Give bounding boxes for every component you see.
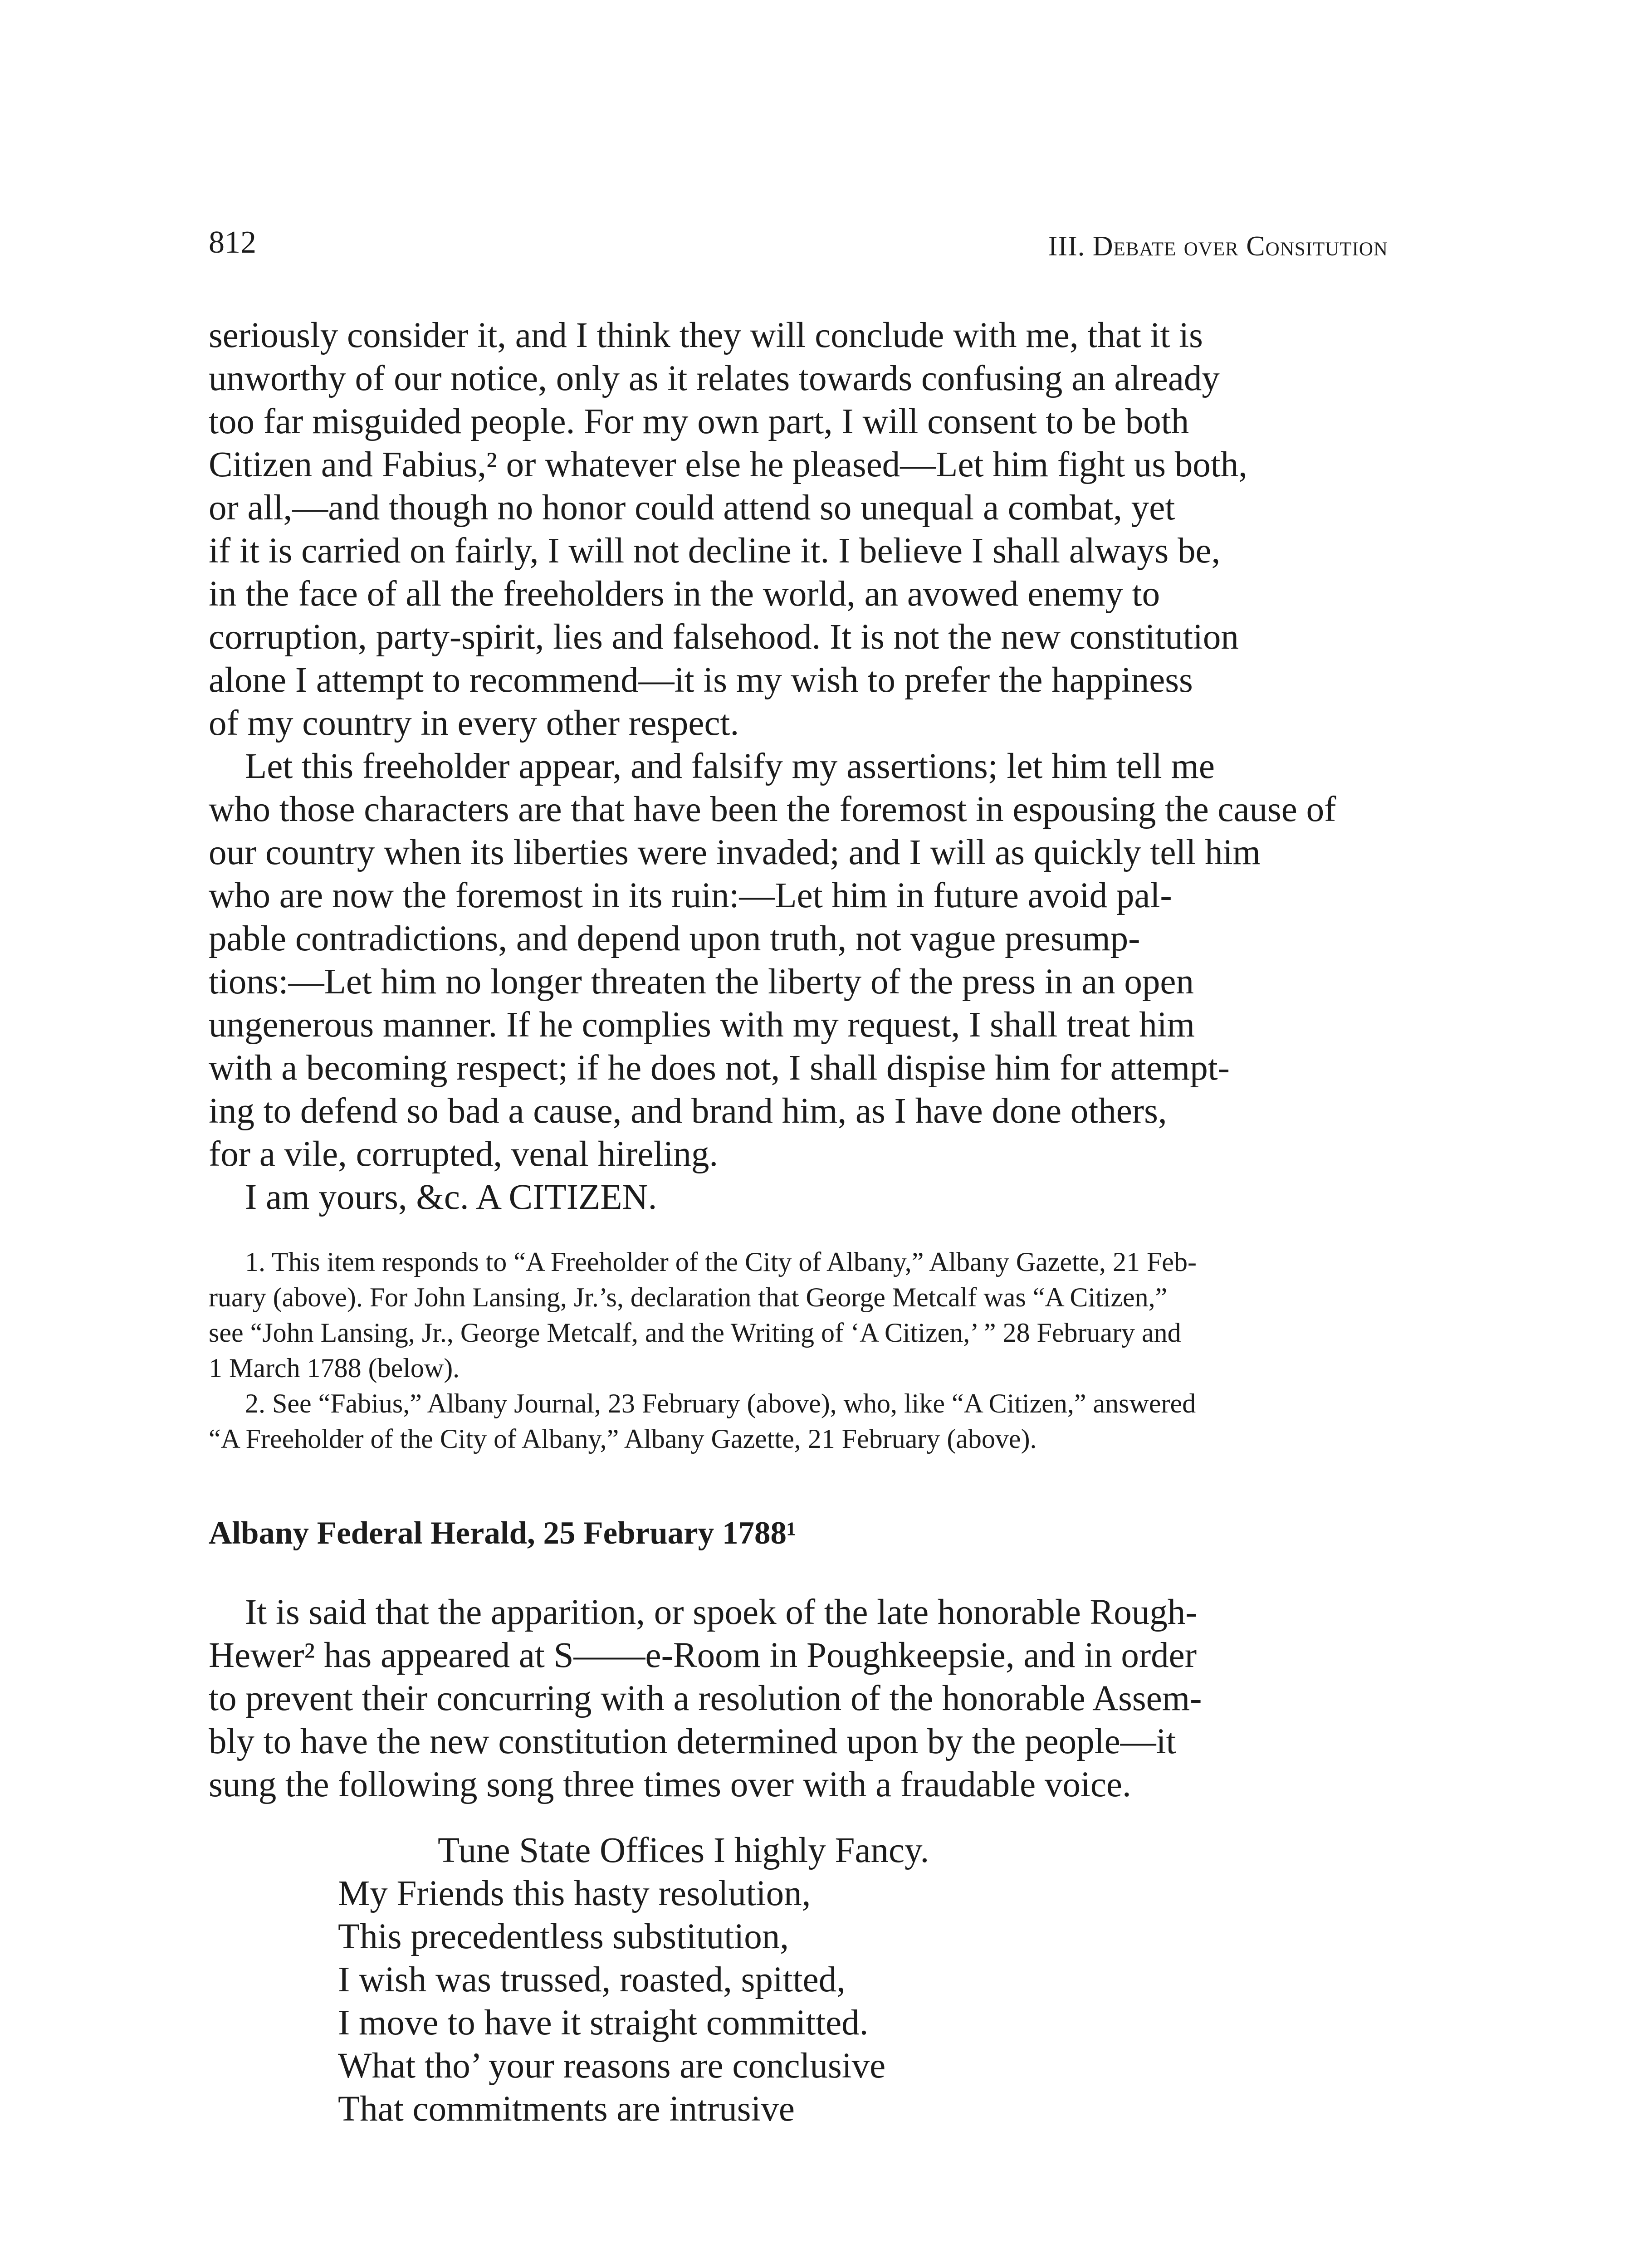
footnote-line: “A Freeholder of the City of Albany,” Albany Gazette, 21 February (above). [209,1424,1037,1454]
poem-line: I move to have it straight committed. [338,2003,869,2043]
body-line: of my country in every other respect. [209,704,739,743]
body-line: tions:—Let him no longer threaten the liberty of the press in an open [209,962,1194,1002]
running-head: III. Debate over Consitution [1048,231,1388,262]
section-line: to prevent their concurring with a resolution of the honorable Assem- [209,1679,1202,1718]
footnote-line: 1. This item responds to “A Freeholder of the City of Albany,” Albany Gazette, 21 Feb- [245,1247,1197,1277]
body-line: ing to defend so bad a cause, and brand him, as I have done others, [209,1091,1167,1131]
body-line: with a becoming respect; if he does not, I shall dispise him for attempt- [209,1048,1230,1088]
body-line: alone I attempt to recommend—it is my wish to prefer the happiness [209,660,1193,700]
section-line: sung the following song three times over with a fraudable voice. [209,1765,1131,1804]
section-line: It is said that the apparition, or spoek of the late honorable Rough- [245,1593,1198,1632]
footnote-line: 2. See “Fabius,” Albany Journal, 23 February (above), who, like “A Citizen,” answered [245,1388,1196,1418]
poem-line: What tho’ your reasons are conclusive [338,2046,886,2086]
poem-line: This precedentless substitution, [338,1917,789,1956]
body-line: Citizen and Fabius,² or whatever else he pleased—Let him fight us both, [209,445,1247,484]
body-line: pable contradictions, and depend upon truth, not vague presump- [209,919,1140,958]
poem-line: I wish was trussed, roasted, spitted, [338,1960,846,1999]
section-line: bly to have the new constitution determined upon by the people—it [209,1722,1176,1761]
footnote-line: 1 March 1788 (below). [209,1353,460,1383]
body-line: ungenerous manner. If he complies with my request, I shall treat him [209,1005,1195,1045]
section-line: Hewer² has appeared at S——e-Room in Poughkeepsie, and in order [209,1636,1197,1675]
body-line: unworthy of our notice, only as it relates towards confusing an already [209,359,1220,398]
signature-line: I am yours, &c. A CITIZEN. [245,1178,657,1217]
body-line: corruption, party-spirit, lies and falsehood. It is not the new constitution [209,617,1239,657]
footnote-line: ruary (above). For John Lansing, Jr.’s, declaration that George Metcalf was “A Citizen,” [209,1282,1168,1312]
body-line: or all,—and though no honor could attend so unequal a combat, yet [209,488,1175,528]
body-line: our country when its liberties were invaded; and I will as quickly tell him [209,833,1261,872]
footnote-line: see “John Lansing, Jr., George Metcalf, and the Writing of ‘A Citizen,’ ” 28 February and [209,1318,1181,1348]
poem-line: That commitments are intrusive [338,2089,795,2129]
body-line: Let this freeholder appear, and falsify my assertions; let him tell me [245,747,1215,786]
body-line: who those characters are that have been the foremost in espousing the cause of [209,790,1336,829]
body-line: if it is carried on fairly, I will not decline it. I believe I shall always be, [209,531,1221,571]
body-line: for a vile, corrupted, venal hireling. [209,1134,719,1174]
tune-line: Tune State Offices I highly Fancy. [438,1831,929,1870]
body-line: too far misguided people. For my own part, I will consent to be both [209,402,1189,441]
section-heading: Albany Federal Herald, 25 February 1788¹ [209,1515,797,1551]
body-line: who are now the foremost in its ruin:—Let him in future avoid pal- [209,876,1172,915]
page-number: 812 [209,225,256,260]
body-line: in the face of all the freeholders in the world, an avowed enemy to [209,574,1160,614]
body-line: seriously consider it, and I think they will conclude with me, that it is [209,316,1203,355]
poem-line: My Friends this hasty resolution, [338,1874,811,1913]
